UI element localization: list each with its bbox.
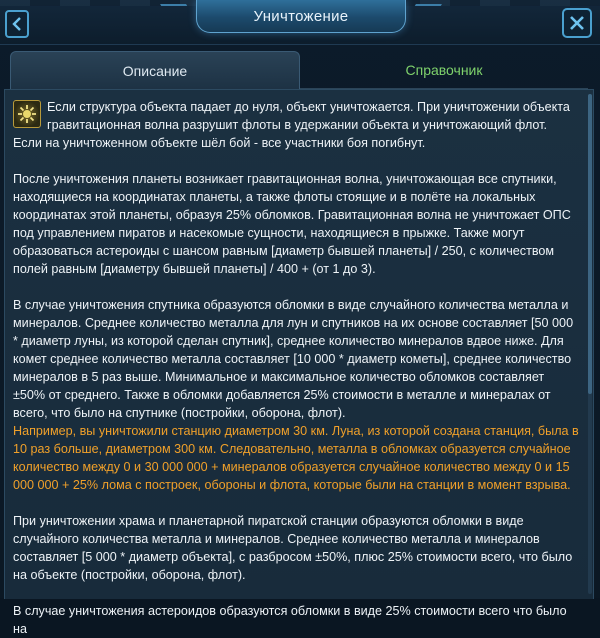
scrollbar[interactable]: [588, 94, 592, 594]
back-chevron-icon: [12, 17, 22, 31]
paragraph-satellite-destruction: В случае уничтожения спутника образуются обломки в виде случайного количества металла и минералов. Среднее количество металла для лун и спутников на их основе составляет [50 000 * диаметр луны, из которой сделан спутник], среднее количество минералов вдвое ниже. Для комет среднее количество металла составляет [10 000 * диаметр кометы], среднее количество минералов в 5 раз выше. Минимальное и максимальное количество обломков составляет ±50% от среднего. Также в обломки добавляется 25% стоимости в металле и минералах от всего, что было на спутнике (постройки, оборона, флот).: [13, 298, 574, 420]
close-button[interactable]: [562, 8, 592, 38]
paragraph-1-text: Если структура объекта падает до нуля, объект уничтожается. При уничтожении объекта гравитационная волна разрушит флоты в удержании объекта и уничтожающий флот. Если на уничтоженном объекте шёл бой - все участники боя погибнут.: [13, 100, 570, 150]
close-x-icon: [569, 15, 585, 31]
tab-bar: [10, 51, 588, 89]
paragraph-temple-destruction: При уничтожении храма и планетарной пиратской станции образуются обломки в виде случайного количества металла и минералов. Среднее количество металла и минералов составляет [5 000 * диаметр объекта], с разбросом ±50%, плюс 25% стоимости всего, что было на объекте (постройки, оборона, флот).: [13, 514, 573, 582]
scrollbar-thumb[interactable]: [588, 94, 592, 394]
back-button[interactable]: [5, 10, 29, 38]
description-text: [5, 90, 593, 638]
window-title: Уничтожение: [253, 7, 349, 25]
paragraph-example: Например, вы уничтожили станцию диаметром 30 км. Луна, из которой создана станция, была в 10 раз больше, диаметром 300 км. Следовательно, металла в обломках образуется случайное количество между 0 и 30 000 000 + минералов образуется случайное количество между 0 и 15 000 000 + 25% лома с построек, обороны и флота, которые были на станции в момент взрыва.: [13, 424, 579, 492]
paragraph-asteroid-destruction: В случае уничтожения астероидов образуются обломки в виде 25% стоимости всего что было на: [13, 604, 567, 636]
paragraph-destruction-intro: [13, 98, 579, 152]
destruction-icon: [13, 100, 41, 128]
description-panel[interactable]: [4, 89, 594, 636]
tab-reference[interactable]: Справочник: [300, 51, 588, 89]
window-title-plate: [196, 0, 406, 33]
tab-description[interactable]: Описание: [10, 51, 300, 89]
paragraph-planet-destruction: После уничтожения планеты возникает гравитационная волна, уничтожающая все спутники, находящиеся на координатах планеты, а также флоты стоящие и в полёте на локальных координатах этой планеты, образуя 25% обломков. Гравитационная волна не уничтожает ОПС под управлением пиратов и насекомые сущности, находящиеся в прыжке. Также могут образоваться астероиды с шансом равным [диаметр бывшей планеты] / 250, с количеством полей равным [диаметру бывшей планеты] / 400 + (от 1 до 3).: [13, 172, 571, 276]
